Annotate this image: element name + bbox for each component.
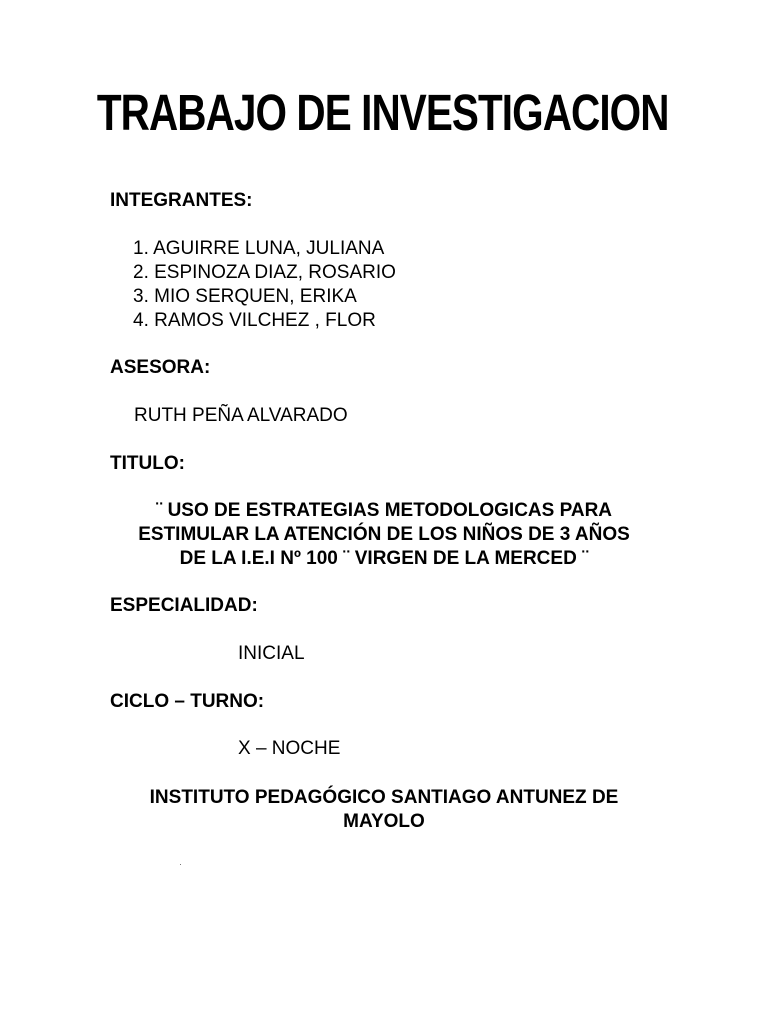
titulo-line: ¨ USO DE ESTRATEGIAS METODOLOGICAS PARA [155,500,613,521]
instituto-line: MAYOLO [343,811,425,832]
especialidad-value: INICIAL [238,643,305,664]
document-title: TRABAJO DE INVESTIGACION [97,85,669,142]
instituto-line: INSTITUTO PEDAGÓGICO SANTIAGO ANTUNEZ DE [149,787,619,808]
members-list [133,237,396,333]
asesora-name: RUTH PEÑA ALVARADO [134,405,348,426]
especialidad-label: ESPECIALIDAD: [110,595,258,616]
member-item: 4. RAMOS VILCHEZ , FLOR [133,310,376,331]
ciclo-turno-value: X – NOCHE [238,738,341,759]
member-item: 2. ESPINOZA DIAZ, ROSARIO [133,262,396,283]
instituto-text [100,786,668,834]
titulo-label: TITULO: [110,453,185,474]
titulo-text [100,499,668,571]
member-item: 3. MIO SERQUEN, ERIKA [133,286,357,307]
member-item: 1. AGUIRRE LUNA, JULIANA [133,238,385,259]
title-container [97,82,669,146]
ciclo-turno-label: CICLO – TURNO: [110,691,265,712]
asesora-label: ASESORA: [110,357,211,378]
titulo-line: DE LA I.E.I Nº 100 ¨ VIRGEN DE LA MERCED ¨ [179,548,589,569]
titulo-line: ESTIMULAR LA ATENCIÓN DE LOS NIÑOS DE 3 AÑOS [138,524,630,545]
integrantes-label: INTEGRANTES: [110,190,253,211]
stray-dot [180,864,181,865]
